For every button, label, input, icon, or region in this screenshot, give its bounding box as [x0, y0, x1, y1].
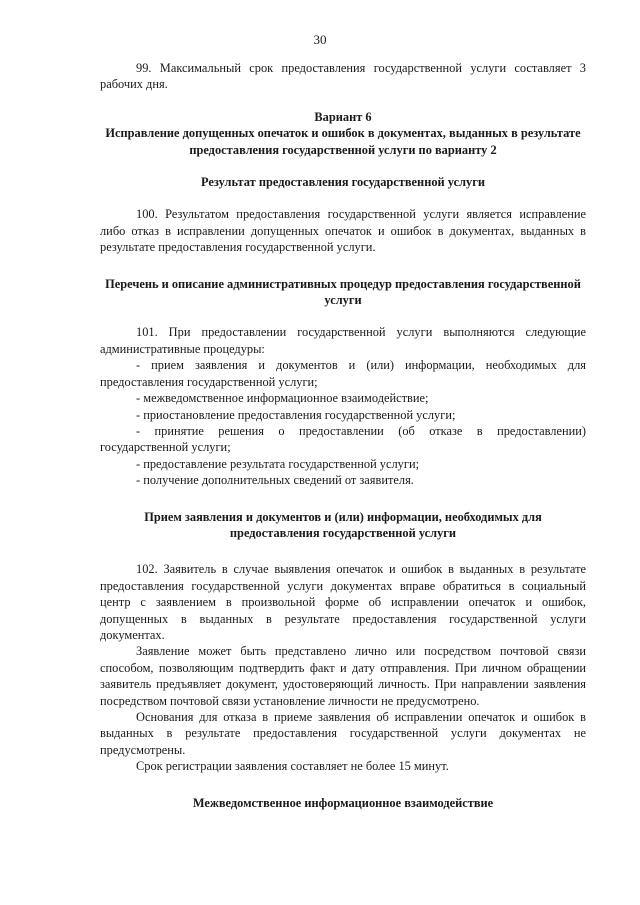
paragraph-100: 100. Результатом предоставления государственной услуги является исправление либо отказ в исправлении допущенных опечаток и ошибок в документах, выданных в результате предоставления государственной услуги. [100, 207, 586, 255]
heading-reception: Прием заявления и документов и (или) информации, необходимых для предоставления государственной услуги [144, 509, 542, 540]
variant-subtitle: Исправление допущенных опечаток и ошибок в документах, выданных в результате предоставления государственной услуги по варианту 2 [105, 126, 581, 157]
heading-interagency: Межведомственное информационное взаимодействие [192, 795, 494, 810]
heading-result: Результат предоставления государственной услуги [201, 175, 485, 190]
document-body [100, 60, 586, 811]
paragraph-101: 101. При предоставлении государственной услуги выполняются следующие административные процедуры: [100, 325, 586, 356]
paragraph-99: 99. Максимальный срок предоставления государственной услуги составляет 3 рабочих дня. [100, 61, 586, 92]
list-item: - межведомственное информационное взаимодействие; [136, 391, 429, 406]
list-item: - принятие решения о предоставлении (об отказе в предоставлении) государственной услуги; [100, 423, 586, 455]
list-item: - прием заявления и документов и (или) информации, необходимых для предоставления государственной услуги; [100, 358, 586, 389]
list-item: - приостановление предоставления государственной услуги; [136, 407, 456, 422]
heading-procedures: Перечень и описание административных процедур предоставления государственной услуги [105, 276, 581, 308]
paragraph-102: 102. Заявитель в случае выявления опечаток и ошибок в выданных в результате предоставления государственной услуги документах вправе обратиться в социальный центр с заявлением в произвольной форме об исправлении опечаток и ошибок, допущенных в выданных в результате предоставления государственной услуги документах. [100, 562, 586, 642]
paragraph-102-refusal: Основания для отказа в приеме заявления об исправлении опечаток и ошибок в выданных в результате предоставления государственной услуги документах не предусмотрены. [100, 710, 586, 757]
page-number: 30 [313, 32, 327, 47]
list-item: - предоставление результата государственной услуги; [136, 456, 420, 471]
variant-title: Вариант 6 [314, 109, 372, 124]
paragraph-102-registration: Срок регистрации заявления составляет не более 15 минут. [136, 759, 449, 774]
paragraph-102-submission: Заявление может быть представлено лично или посредством почтовой связи способом, позволяющим подтвердить факт и дату отправления. При личном обращении заявитель предъявляет документ, удостоверяющий личность. При направлении заявления посредством почтовой связи установление личности не предусмотрено. [100, 644, 586, 708]
list-item: - получение дополнительных сведений от заявителя. [136, 473, 414, 488]
